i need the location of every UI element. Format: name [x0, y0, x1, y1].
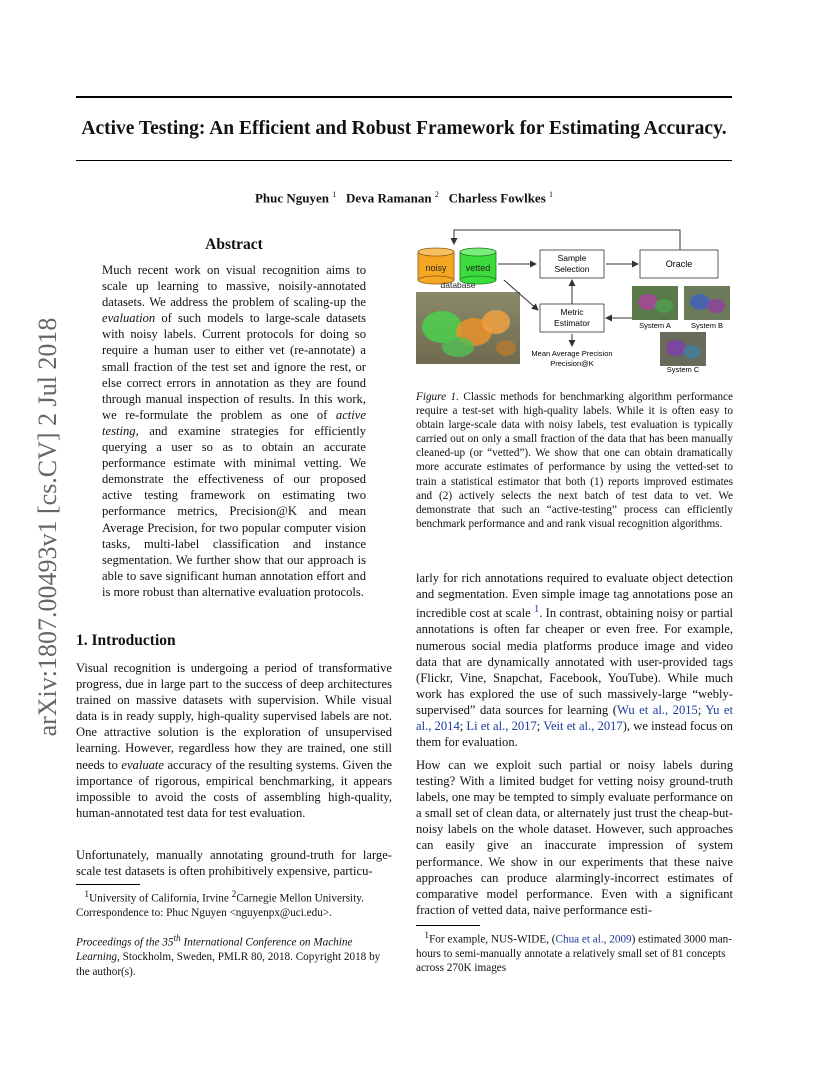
vetted-label: vetted — [465, 263, 491, 273]
title-top-rule — [76, 96, 732, 98]
figure-1-caption — [416, 390, 733, 531]
proceedings-text: Proceedings of the 35 — [76, 936, 174, 949]
intro-paragraph-1 — [76, 660, 392, 821]
body-text: ), we instead focus on them for evaluation. — [416, 719, 733, 750]
footnote-link[interactable]: 1 — [533, 604, 540, 616]
citation-link[interactable]: Veit et al., 2017 — [543, 719, 623, 734]
proceedings-text: International Conference on Machine Learning — [76, 936, 353, 964]
proceedings-text: , Stockholm, Sweden, PMLR 80, 2018. Copyright 2018 by the author(s). — [76, 951, 381, 978]
metrics-text: Precision@K — [550, 359, 594, 368]
abstract-emphasis: evaluation — [102, 311, 156, 326]
footnote-marker: 1 — [424, 931, 430, 941]
database-label: database — [440, 280, 476, 290]
abstract-body — [102, 262, 366, 600]
author-affiliation: 2 — [434, 190, 439, 199]
oracle-text: Oracle — [665, 259, 693, 269]
metric-estimator-text: Metric — [560, 307, 584, 317]
system-b-thumbnail — [684, 286, 730, 320]
nus-wide-footnote — [416, 929, 733, 975]
right-paragraph-2: How can we exploit such partial or noisy labels during testing? With a limited budget for vetting noisy ground-truth labels, one may be tempted to simply evaluate performance on a small set of clean data, or alternately just trust the cheap-but-noisy labels on the whole dataset. However, such approaches can easily give an inaccurate impression of system performance. We show in our experiments that these naive approaches can produce alarmingly-incorrect estimates of comparative model performance. Even with a significant fraction of vetted data, naive performance esti- — [416, 758, 733, 917]
abstract-text: , and examine strategies for efficiently querying a user so as to obtain an accurate performance estimate with minimal vetting. We demonstrate the effectiveness of our proposed active testing framework on estimating two performance metrics, Precision@K and mean Average Precision, for two popular computer vision tasks, multi-label classification and instance segmentation. We further show that our approach is able to save significant human annotation effort and is more robust than alternative evaluation protocols. — [102, 423, 366, 599]
intro-paragraph-2: Unfortunately, manually annotating ground-truth for large-scale test datasets is often prohibitively expensive, particu- — [76, 848, 392, 879]
system-a-label: System A — [639, 321, 671, 330]
abstract-text: of such models to large-scale datasets with noisy labels. Current protocols for doing so require a human user to either vet (re-annotate) a small fraction of the test set and ignore the rest, or else correct errors in annotation as they are found through manual inspection of results. In this work, we re-formulate the problem as one of — [102, 311, 366, 422]
title-bottom-rule — [76, 160, 732, 161]
body-text: larly for rich annotations required to evaluate object detection and segmentation. Even simple image tag annotations pose an incredible cost at scale — [416, 571, 733, 621]
arxiv-stamp — [0, 307, 60, 747]
footnote-text: University of California, Irvine — [89, 892, 232, 905]
footnote-text: ) estimated 3000 man-hours to semi-manually annotate a relatively small set of 81 concepts across 270K images — [416, 933, 732, 974]
body-text: . In contrast, obtaining noisy or partial annotations is often far cheaper or even free. For example, numerous social media platforms produce image and video data that are dynamically annotated with user-provided tags (Flickr, Vine, Snapchat, Facebook, YouTube). While much work has explored the use of such massively-large “webly-supervised” data sources for learning ( — [416, 606, 733, 717]
metric-estimator-text: Estimator — [554, 318, 590, 328]
footnote-marker: 2 — [231, 890, 237, 900]
noisy-label: noisy — [425, 263, 447, 273]
citation-link[interactable]: Chua et al., 2009 — [555, 933, 632, 946]
affiliation-footnote — [76, 888, 392, 920]
author-name: Deva Ramanan — [346, 190, 432, 206]
system-c-label: System C — [666, 365, 700, 374]
proceedings-sup: th — [173, 934, 181, 944]
author-name: Phuc Nguyen — [254, 190, 330, 206]
body-text: ; — [697, 702, 706, 717]
intro-text: accuracy of the resulting systems. Given the importance of rigorous, empirical benchmarking, it appears impossible to avoid the costs of assembling high-quality, human-annotated test data for test evaluation. — [76, 757, 392, 820]
noisy-cylinder — [418, 248, 454, 284]
footnote-rule — [76, 884, 140, 885]
sample-selection-text: Sample — [557, 253, 587, 263]
author-list — [76, 190, 732, 206]
proceedings-note — [76, 932, 392, 979]
footnote-marker: 1 — [84, 890, 90, 900]
figure-caption-label: Figure 1. — [416, 391, 459, 403]
figure-caption-text: Classic methods for benchmarking algorithm performance require a test-set with high-quality labels. While it is often easy to obtain large-scale data with noisy labels, test evaluation is typically carried out on only a small fraction of the data that has been manually cleaned-up (or “vetted”). We show that one can obtain dramatically more accurate estimates of performance by using the vetted-set to train a statistical estimator that both (1) reports improved estimates and (2) actively selects the next batch of test data to vet. We demonstrate that such an “active-testing” process can efficiently benchmark performance and and rank visual recognition algorithms. — [416, 391, 733, 530]
intro-text: Visual recognition is undergoing a period of transformative progress, due in large part to the success of deep architectures trained on massive datasets with supervision. While visual data is in ready supply, high-quality supervised labels are not. One attractive solution is the exploration of unsupervised learning. However, regardless how they are trained, one still needs to — [76, 661, 392, 772]
arxiv-stamp-text: arXiv:1807.00493v1 [cs.CV] 2 Jul 2018 — [33, 317, 62, 737]
footnote-text: For example, NUS-WIDE, ( — [429, 933, 556, 946]
author-affiliation: 1 — [549, 190, 554, 199]
abstract-heading: Abstract — [205, 236, 263, 253]
abstract-text: Much recent work on visual recognition aims to scale up learning to massive, noisily-annotated datasets. We address the problem of scaling-up the — [102, 263, 366, 310]
citation-link[interactable]: Yu et al., 2014 — [416, 702, 734, 734]
footnote-text: Carnegie Mellon University. Correspondence to: Phuc Nguyen <nguyenpx@uci.edu>. — [76, 892, 364, 919]
section-heading-introduction: 1. Introduction — [76, 632, 176, 649]
footnote-rule — [416, 925, 480, 926]
system-c-thumbnail — [660, 332, 706, 366]
citation-link[interactable]: Li et al., 2017 — [466, 719, 537, 734]
citation-link[interactable]: Wu et al., 2015 — [616, 702, 698, 717]
right-paragraph-1 — [416, 570, 733, 750]
feedback-arrow — [454, 230, 680, 250]
segmentation-photo — [416, 292, 520, 364]
intro-emphasis: evaluate — [121, 757, 165, 772]
paper-title: Active Testing: An Efficient and Robust Framework for Estimating Accuracy. — [81, 118, 727, 139]
system-a-thumbnail — [632, 286, 678, 320]
body-text: ; — [459, 719, 467, 734]
vetted-cylinder — [460, 248, 496, 284]
abstract-emphasis: active testing — [102, 407, 366, 438]
author-name: Charless Fowlkes — [448, 190, 546, 206]
metrics-text: Mean Average Precision — [531, 349, 613, 358]
body-text: ; — [536, 719, 544, 734]
sample-selection-text: Selection — [554, 264, 590, 274]
author-affiliation: 1 — [332, 190, 337, 199]
system-b-label: System B — [690, 321, 724, 330]
figure-1-diagram — [412, 222, 732, 382]
